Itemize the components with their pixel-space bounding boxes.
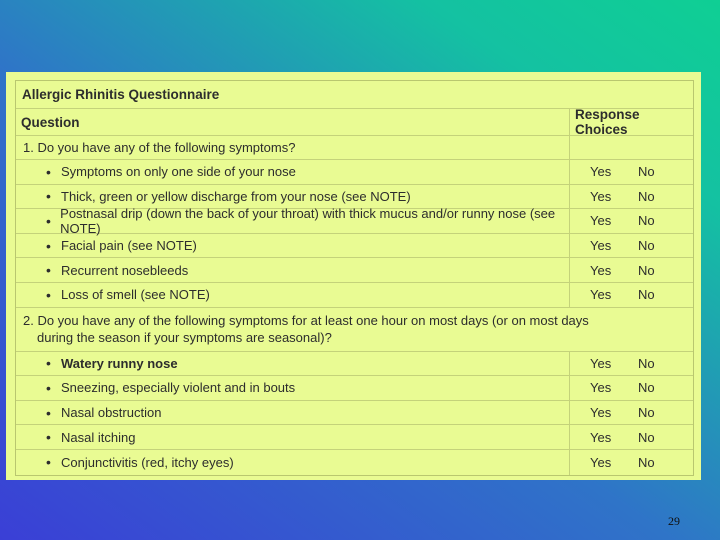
table-row <box>16 258 693 283</box>
yes-option[interactable]: Yes <box>590 287 612 303</box>
table-row <box>16 376 693 401</box>
symptom-label: Recurrent nosebleeds <box>61 262 189 278</box>
symptom-label: Postnasal drip (down the back of your throat) with thick mucus and/or runny nose (see NOTE) <box>60 205 556 236</box>
no-option[interactable]: No <box>638 454 655 470</box>
yes-option[interactable]: Yes <box>590 380 612 396</box>
no-option[interactable]: No <box>638 429 655 445</box>
no-option[interactable]: No <box>638 380 655 396</box>
bullet: • <box>46 286 51 303</box>
bullet: • <box>46 163 51 180</box>
yes-option[interactable]: Yes <box>590 355 612 371</box>
yes-option[interactable]: Yes <box>590 262 612 278</box>
no-option[interactable]: No <box>638 262 655 278</box>
no-option[interactable]: No <box>638 405 655 421</box>
bullet: • <box>46 188 51 205</box>
question-2-row <box>16 308 693 352</box>
no-option[interactable]: No <box>638 238 655 254</box>
yes-option[interactable]: Yes <box>590 188 612 204</box>
question-2-line-1: 2. Do you have any of the following symptoms for at least one hour on most days (or on most days <box>23 312 589 328</box>
table-title <box>16 81 693 109</box>
symptom-label: Nasal itching <box>61 429 136 445</box>
bullet: • <box>46 379 51 396</box>
no-option[interactable]: No <box>638 287 655 303</box>
table-row <box>16 401 693 426</box>
table-row <box>16 205 693 236</box>
symptom-label: Facial pain (see NOTE) <box>61 238 197 254</box>
questionnaire-card <box>6 72 701 480</box>
symptom-label: Nasal obstruction <box>61 405 162 421</box>
yes-option[interactable]: Yes <box>590 405 612 421</box>
symptom-label: Symptoms on only one side of your nose <box>61 164 296 180</box>
yes-option[interactable]: Yes <box>590 454 612 470</box>
slide-page-number: 29 <box>668 514 680 528</box>
response-column-header: Response Choices <box>575 107 640 137</box>
question-column-header: Question <box>16 109 570 135</box>
symptom-label: Conjunctivitis (red, itchy eyes) <box>61 454 234 470</box>
no-option[interactable]: No <box>638 355 655 371</box>
question-1-row <box>16 136 693 160</box>
table-row <box>16 283 693 308</box>
question-1-text: 1. Do you have any of the following symptoms? <box>16 136 570 159</box>
symptom-label: Thick, green or yellow discharge from your nose (see NOTE) <box>61 188 411 204</box>
question-2-line-2: during the season if your symptoms are seasonal)? <box>37 329 332 345</box>
symptom-label: Watery runny nose <box>61 355 178 371</box>
response-cell-empty <box>570 136 693 159</box>
bullet: • <box>46 429 51 446</box>
no-option[interactable]: No <box>638 188 655 204</box>
yes-option[interactable]: Yes <box>590 164 612 180</box>
no-option[interactable]: No <box>638 164 655 180</box>
column-header-row <box>16 109 693 136</box>
bullet: • <box>46 262 51 279</box>
no-option[interactable]: No <box>638 213 655 229</box>
yes-option[interactable]: Yes <box>590 429 612 445</box>
symptom-label: Loss of smell (see NOTE) <box>61 287 210 303</box>
table-row <box>16 425 693 450</box>
questionnaire-title: Allergic Rhinitis Questionnaire <box>22 87 220 102</box>
questionnaire-table <box>15 80 694 476</box>
table-row <box>16 234 693 259</box>
table-row <box>16 160 693 185</box>
table-row <box>16 450 693 475</box>
bullet: • <box>46 237 51 254</box>
bullet: • <box>46 404 51 421</box>
yes-option[interactable]: Yes <box>590 213 612 229</box>
table-row <box>16 352 693 377</box>
bullet: • <box>46 454 51 471</box>
yes-option[interactable]: Yes <box>590 238 612 254</box>
bullet: • <box>46 355 51 372</box>
bullet: • <box>46 212 51 229</box>
symptom-label: Sneezing, especially violent and in bouts <box>61 380 296 396</box>
